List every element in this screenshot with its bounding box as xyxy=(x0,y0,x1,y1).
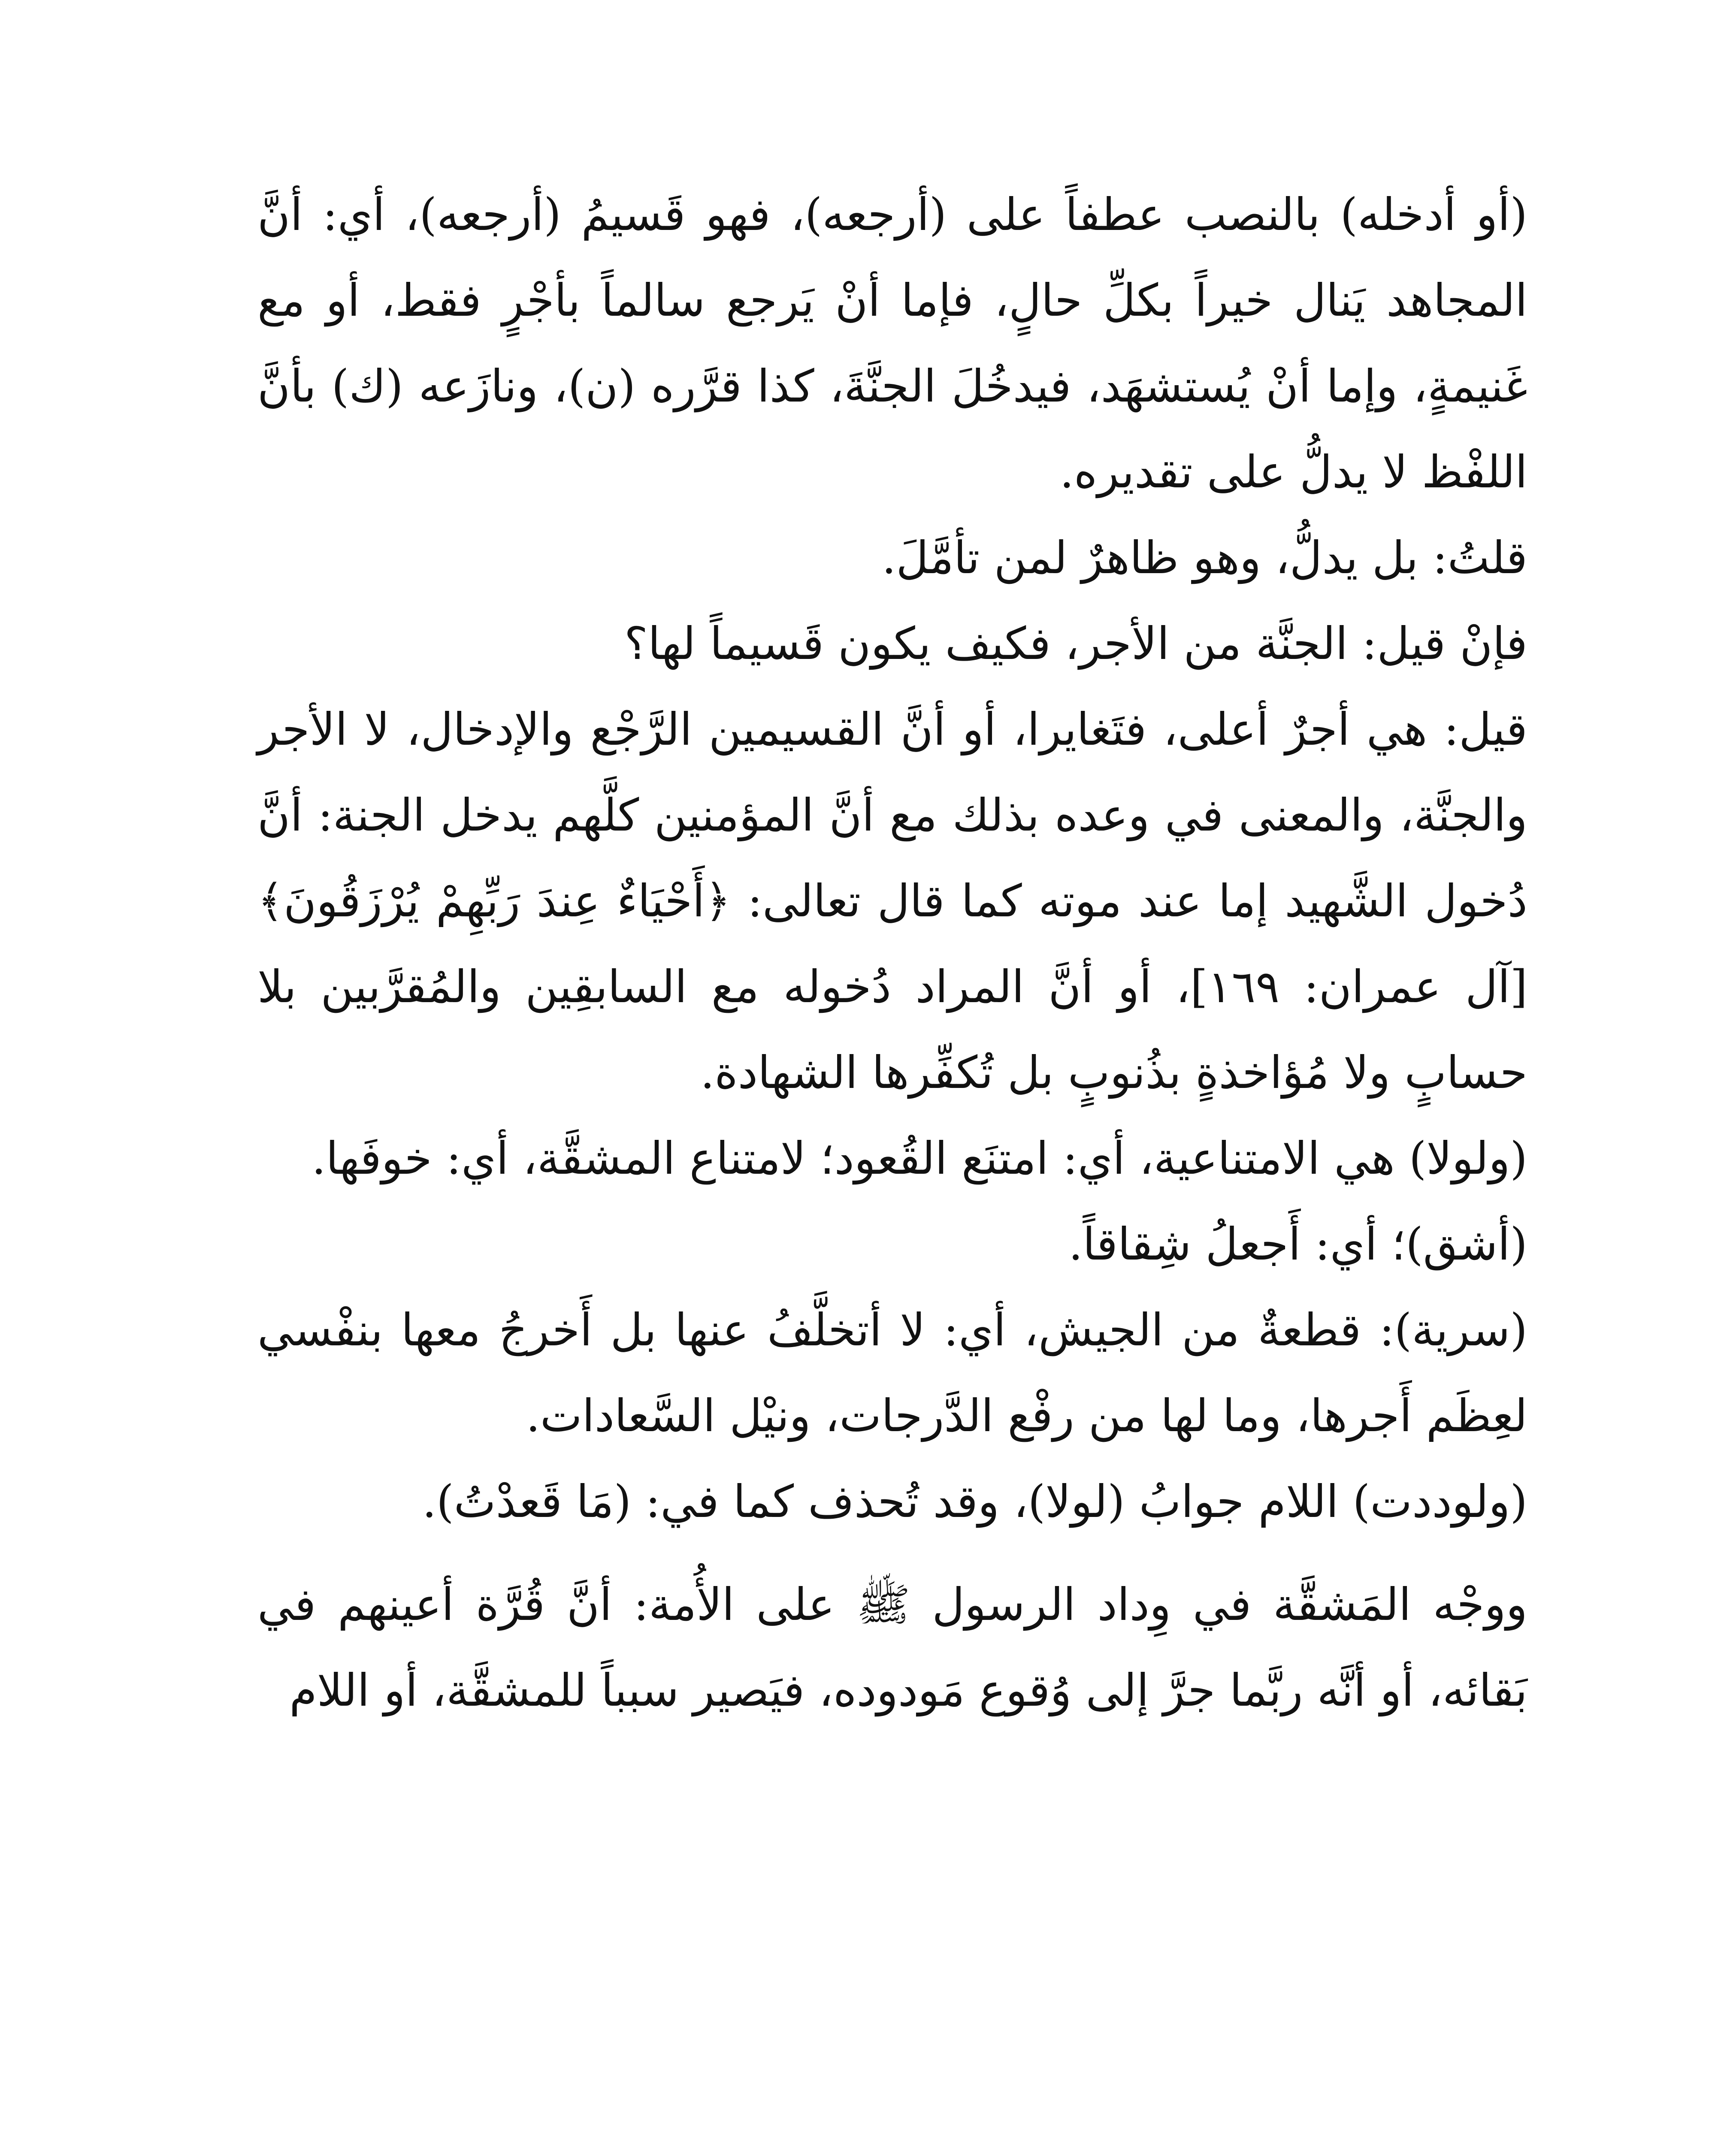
page-body-text xyxy=(257,172,1527,1733)
paragraph-4: قيل: هي أجرٌ أعلى، فتَغايرا، أو أنَّ القسيمين الرَّجْع والإدخال، لا الأجر والجنَّة، والمعنى في وعده بذلك مع أنَّ المؤمنين كلَّهم يدخل الجنة: أنَّ دُخول الشَّهيد إما عند موته كما قال تعالى: ﴿أَحْيَاءٌ عِندَ رَبِّهِمْ يُرْزَقُونَ﴾[آل عمران: ١٦٩]، أو أنَّ المراد دُخوله مع السابقِين والمُقرَّبين بلا حسابٍ ولا مُؤاخذةٍ بذُنوبٍ بل تُكفِّرها الشهادة. xyxy=(257,703,1527,1099)
paragraph-6: (أشق)؛ أي: أَجعلُ شِقاقاً. xyxy=(1068,1218,1527,1270)
paragraph-5: (ولولا) هي الامتناعية، أي: امتنَع القُعود؛ لامتناع المشقَّة، أي: خوفَها. xyxy=(312,1132,1527,1184)
paragraph-9: ووجْه المَشقَّة في وِداد الرسول ﷺ على الأُمة: أنَّ قُرَّة أعينهم في بَقائه، أو أنَّه ربَّما جرَّ إلى وُقوع مَودوده، فيَصير سبباً للمشقَّة، أو اللام xyxy=(257,1578,1527,1716)
paragraph-1: (أو أدخله) بالنصب عطفاً على (أرجعه)، فهو قَسيمُ (أرجعه)، أي: أنَّ المجاهد يَنال خيراً بكلِّ حالٍ، فإما أنْ يَرجع سالماً بأجْرٍ فقط، أو مع غَنيمةٍ، وإما أنْ يُستشهَد، فيدخُلَ الجنَّةَ، كذا قرَّره (ن)، ونازَعه (ك) بأنَّ اللفْظ لا يدلُّ على تقديره. xyxy=(257,188,1527,498)
paragraph-2: قلتُ: بل يدلُّ، وهو ظاهرٌ لمن تأمَّلَ. xyxy=(882,532,1527,584)
paragraph-3: فإنْ قيل: الجنَّة من الأجر، فكيف يكون قَسيماً لها؟ xyxy=(624,617,1527,670)
paragraph-8: (ولوددت) اللام جوابُ (لولا)، وقد تُحذف كما في: (مَا قَعدْتُ). xyxy=(422,1475,1527,1528)
paragraph-7: (سرية): قطعةٌ من الجيش، أي: لا أتخلَّفُ عنها بل أَخرجُ معها بنفْسي لعِظَم أَجرها، وما لها من رفْع الدَّرجات، ونيْل السَّعادات. xyxy=(257,1304,1527,1442)
